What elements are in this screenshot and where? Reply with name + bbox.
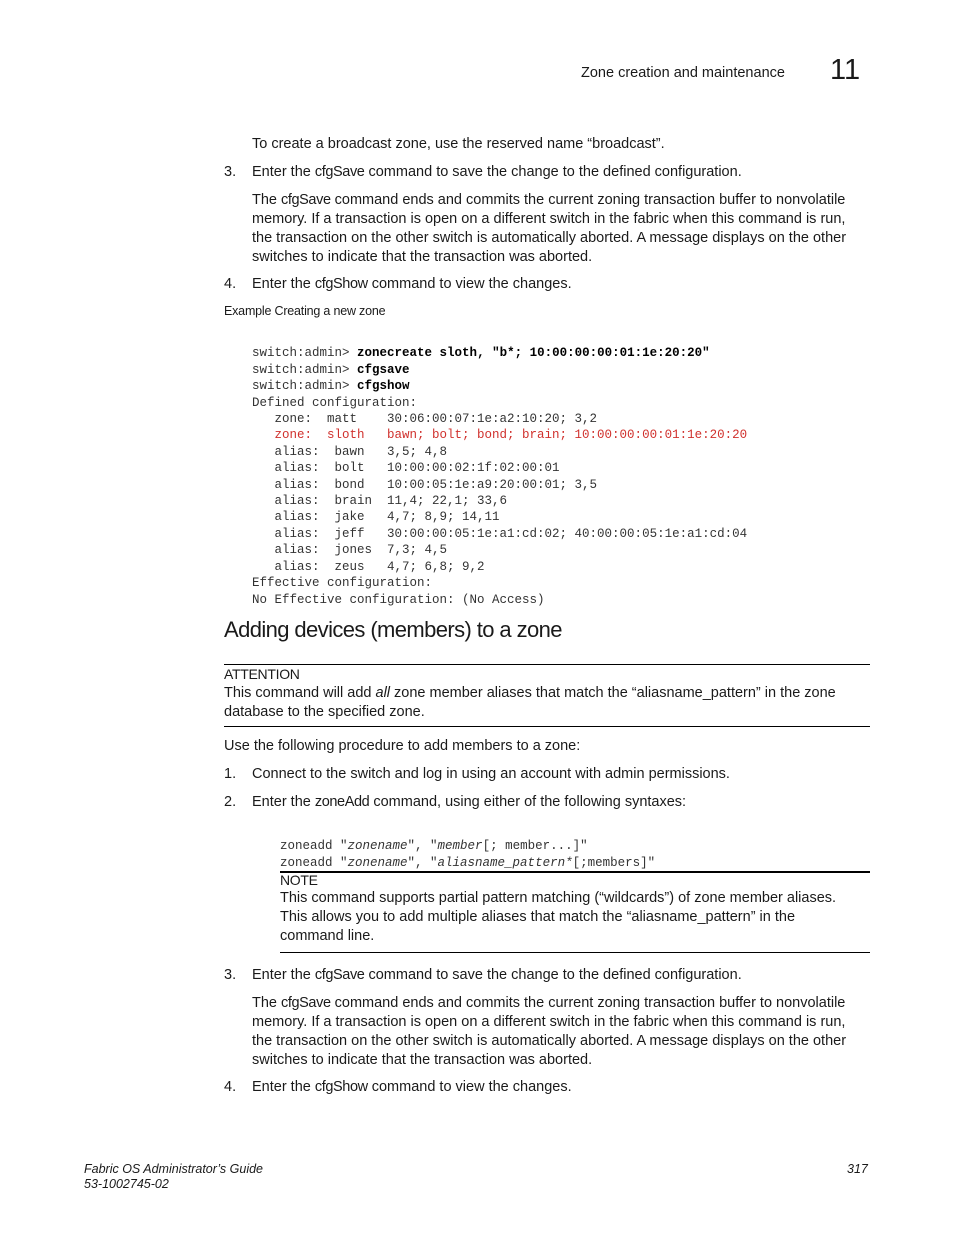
step-number: 1. [224, 766, 237, 782]
command-name: cfgSave [314, 164, 365, 180]
command-name: zoneAdd [314, 794, 370, 810]
code-line: alias: bawn 3,5; 4,8 [252, 444, 448, 459]
intro-text: To create a broadcast zone, use the reserved name “broadcast”. [252, 136, 665, 152]
step-text: Enter the cfgSave command to save the change to the defined configuration. [252, 164, 742, 180]
chapter-number: 11 [830, 54, 861, 86]
attention-label: ATTENTION [224, 666, 300, 682]
code-line: alias: bolt 10:00:00:02:1f:02:00:01 [252, 461, 560, 476]
note-text: This command supports partial pattern matching (“wildcards”) of zone member aliases. This allows you to add multiple aliases that match the “aliasname_pattern” in the command line. [280, 890, 837, 944]
step-text: Enter the cfgSave command to save the change to the defined configuration. [252, 967, 742, 983]
syntax-line: zoneadd "zonename", "member[; member...]" [280, 839, 588, 854]
example-label: Example Creating a new zone [224, 304, 386, 318]
code-line: alias: jones 7,3; 4,5 [252, 543, 448, 558]
step-number: 3. [224, 967, 237, 983]
code-line: Defined configuration: [252, 395, 418, 410]
code-line: alias: jeff 30:00:00:05:1e:a1:cd:02; 40:00:00:05:1e:a1:cd:04 [252, 526, 748, 541]
step-number: 3. [224, 164, 237, 180]
step-detail: The cfgSave command ends and commits the current zoning transaction buffer to nonvolatile memory. If a transaction is open on a different switch in the fabric when this command is run, the transaction on the other switch is automatically aborted. A message displays on the other switches to indicate that the transaction was aborted. [252, 192, 847, 265]
code-line: alias: bond 10:00:05:1e:a9:20:00:01; 3,5 [252, 477, 598, 492]
command-name: cfgShow [314, 1079, 368, 1095]
step-number: 4. [224, 1079, 237, 1095]
step-number: 4. [224, 276, 237, 292]
step-text: Enter the cfgShow command to view the changes. [252, 276, 572, 292]
step-text: Enter the zoneAdd command, using either of the following syntaxes: [252, 794, 687, 810]
note-label: NOTE [280, 872, 318, 888]
footer-doc-title: Fabric OS Administrator’s Guide [84, 1162, 263, 1176]
step-text: Connect to the switch and log in using an account with admin permissions. [252, 766, 730, 782]
command-name: cfgSave [314, 967, 365, 983]
code-line-highlighted: zone: sloth bawn; bolt; bond; brain; 10:00:00:00:01:1e:20:20 [252, 428, 748, 443]
running-header-title: Zone creation and maintenance [581, 65, 785, 81]
code-line: No Effective configuration: (No Access) [252, 592, 545, 607]
step-text: Enter the cfgShow command to view the changes. [252, 1079, 572, 1095]
code-line: alias: brain 11,4; 22,1; 33,6 [252, 494, 508, 509]
syntax-line: zoneadd "zonename", "aliasname_pattern*[;members]" [280, 855, 656, 870]
note-bottom-rule [280, 952, 870, 953]
footer-doc-id: 53-1002745-02 [84, 1177, 169, 1191]
procedure-intro: Use the following procedure to add members to a zone: [224, 738, 581, 754]
example-code-block [252, 329, 747, 624]
code-line: Effective configuration: [252, 576, 433, 591]
code-line: alias: zeus 4,7; 6,8; 9,2 [252, 559, 485, 574]
step-number: 2. [224, 794, 237, 810]
section-heading: Adding devices (members) to a zone [224, 617, 562, 642]
attention-text: This command will add all zone member aliases that match the “aliasname_pattern” in the zone database to the specified zone. [224, 685, 836, 720]
command-name: cfgSave [281, 192, 331, 208]
attention-bottom-rule [224, 726, 870, 727]
command-name: cfgSave [281, 995, 331, 1011]
code-line: alias: jake 4,7; 8,9; 14,11 [252, 510, 500, 525]
attention-top-rule [224, 664, 870, 665]
code-line: switch:admin> zonecreate sloth, "b*; 10:00:00:00:01:1e:20:20" [252, 346, 710, 361]
code-line: zone: matt 30:06:00:07:1e:a2:10:20; 3,2 [252, 412, 598, 427]
step-detail: The cfgSave command ends and commits the current zoning transaction buffer to nonvolatile memory. If a transaction is open on a different switch in the fabric when this command is run, the transaction on the other switch is automatically aborted. A message displays on the other switches to indicate that the transaction was aborted. [252, 995, 847, 1068]
code-line: switch:admin> cfgsave [252, 362, 410, 377]
command-name: cfgShow [314, 276, 368, 292]
note-top-rule [280, 871, 870, 873]
footer-page-number: 317 [847, 1162, 868, 1176]
syntax-code-block [280, 822, 655, 888]
code-line: switch:admin> cfgshow [252, 379, 410, 394]
